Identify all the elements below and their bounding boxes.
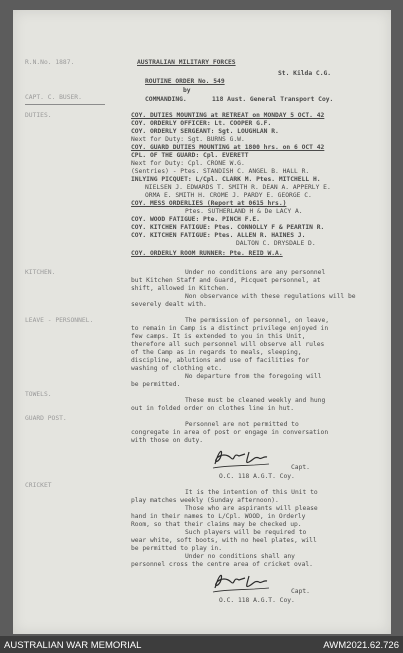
cricket-line: It is the intention of this Unit to [185, 489, 318, 496]
location: St. Kilda C.G. [278, 70, 332, 77]
signature-rank: Capt. [291, 588, 310, 595]
leave-line: washing of clothing etc. [131, 365, 222, 372]
cricket-line: Room, so that their claims may be checked up. [131, 521, 302, 528]
towels-line: These must be cleaned weekly and hung [185, 397, 326, 404]
commander-name: CAPT. C. BUSER. [25, 94, 82, 101]
cricket-heading: CRICKET [25, 482, 52, 489]
cricket-line: be permitted to play in. [131, 545, 222, 552]
document-title: AUSTRALIAN MILITARY FORCES [137, 59, 236, 66]
order-number: ROUTINE ORDER No. 549 [145, 78, 225, 85]
towels-heading: TOWELS. [25, 391, 52, 398]
kitchen-line: but Kitchen Staff and Guard, Picquet personnel, at [131, 277, 321, 284]
duties-line: (Sentries) - Ptes. STANDISH C. ANGEL B. HALL R. [131, 168, 310, 175]
duties-line: COY. KITCHEN FATIGUE: Ptes. ALLEN R. HAINES J. [131, 232, 306, 239]
leave-line: The permission of personnel, on leave, [185, 317, 330, 324]
document-page [13, 10, 391, 634]
duties-line: CPL. OF THE GUARD: Cpl. EVERETT [131, 152, 249, 159]
catalogue-number: AWM2021.62.726 [323, 640, 399, 651]
towels-line: out in folded order on clothes line in hut. [131, 405, 295, 412]
duties-line: Ptes. SUTHERLAND H & De LACY A. [185, 208, 303, 215]
cricket-line: wear white, soft boots, with no heel plates, will [131, 537, 317, 544]
duties-line: INLYING PICQUET: L/Cpl. CLARK M. Ptes. MITCHELL H. [131, 176, 321, 183]
guard-post-heading: GUARD POST. [25, 415, 67, 422]
guard-post-line: congregate in area of post or engage in conversation [131, 429, 329, 436]
cricket-line: Such players will be required to [185, 529, 307, 536]
duties-heading: DUTIES. [25, 112, 52, 119]
leave-line: therefore all such personnel will observe all rules [131, 341, 325, 348]
cricket-line: Those who are aspirants will please [185, 505, 318, 512]
duties-line: COY. MESS ORDERLIES (Report at 0615 hrs.) [131, 200, 287, 207]
duties-line: Next for Duty: Sgt. BURNS G.W. [131, 136, 245, 143]
duties-line: ORMA E. SMITH H. CROME J. PARDY E. GEORGE C. [145, 192, 312, 199]
leave-heading: LEAVE - PERSONNEL. [25, 317, 94, 324]
cricket-line: Under no conditions shall any [185, 553, 295, 560]
cricket-line: play matches weekly (Sunday afternoon). [131, 497, 279, 504]
order-by: by [183, 87, 191, 94]
duties-line: COY. ORDERLY ROOM RUNNER: Pte. REID W.A. [131, 250, 283, 257]
guard-post-line: with those on duty. [131, 437, 204, 444]
duties-line: NIELSEN J. EDWARDS T. SMITH R. DEAN A. APPERLY E. [145, 184, 331, 191]
signature-rank: Capt. [291, 464, 310, 471]
handwritten-signature [209, 446, 279, 474]
duties-line: COY. WOOD FATIGUE: Pte. PINCH F.E. [131, 216, 260, 223]
cricket-line: hand in their names to L/Cpl. WOOD, in Orderly [131, 513, 306, 520]
duties-line: COY. ORDERLY OFFICER: Lt. COOPER G.F. [131, 120, 272, 127]
header-rule [25, 104, 105, 105]
kitchen-heading: KITCHEN. [25, 269, 56, 276]
archive-name: AUSTRALIAN WAR MEMORIAL [4, 640, 142, 651]
handwritten-signature [209, 570, 279, 598]
kitchen-line: Non observance with these regulations will be [185, 293, 356, 300]
archive-footer [0, 636, 403, 653]
leave-line: to remain in Camp is a distinct privilege enjoyed in [131, 325, 329, 332]
leave-line: few camps. It is extended to you in this Unit, [131, 333, 306, 340]
kitchen-line: shift, allowed in Kitchen. [131, 285, 230, 292]
unit-name: 118 Aust. General Transport Coy. [212, 96, 334, 103]
commanding-label: COMMANDING. [145, 96, 187, 103]
kitchen-line: Under no conditions are any personnel [185, 269, 326, 276]
duties-line: COY. DUTIES MOUNTING at RETREAT on MONDAY 5 OCT. 42 [131, 112, 325, 119]
duties-line: DALTON C. DRYSDALE D. [236, 240, 316, 247]
duties-line: COY. ORDERLY SERGEANT: Sgt. LOUGHLAN R. [131, 128, 279, 135]
signature-unit: O.C. 118 A.G.T. Coy. [219, 597, 295, 604]
duties-line: Next for Duty: Cpl. CRONE W.G. [131, 160, 245, 167]
leave-line: be permitted. [131, 381, 181, 388]
reference-number: R.N.No. 1887. [25, 59, 75, 66]
leave-line: discipline, ablutions and use of facilities for [131, 357, 310, 364]
guard-post-line: Personnel are not permitted to [185, 421, 299, 428]
duties-line: COY. GUARD DUTIES MOUNTING at 1800 hrs. on 6 OCT 42 [131, 144, 325, 151]
kitchen-line: severely dealt with. [131, 301, 207, 308]
duties-line: COY. KITCHEN FATIGUE: Ptes. CONNOLLY F & PEARTIN R. [131, 224, 325, 231]
leave-line: No departure from the foregoing will [185, 373, 322, 380]
leave-line: of the Camp as in regards to meals, sleeping, [131, 349, 302, 356]
signature-unit: O.C. 118 A.G.T. Coy. [219, 473, 295, 480]
cricket-line: personnel cross the centre area of cricket oval. [131, 561, 313, 568]
